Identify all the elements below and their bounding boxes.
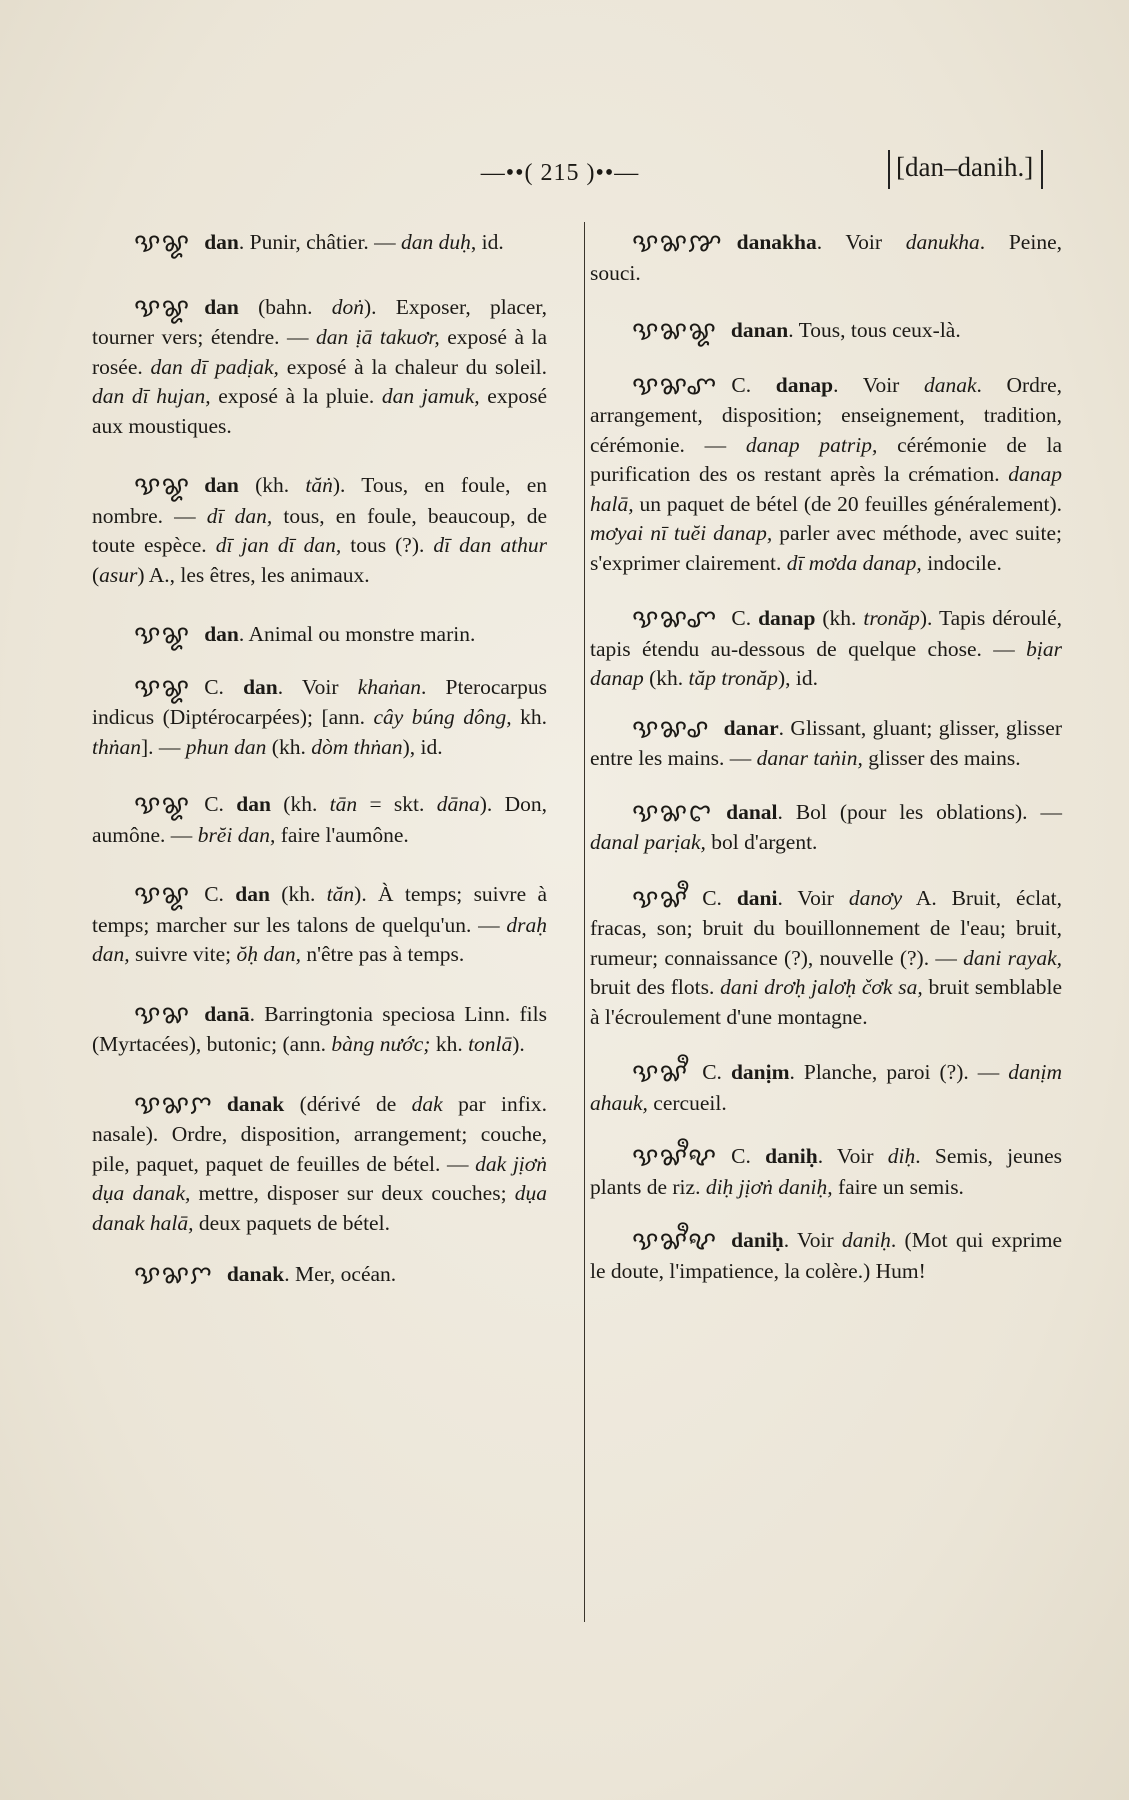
headword: danap <box>775 372 834 397</box>
definition-text: ). Tous, en foule, en nombre. — <box>92 473 547 528</box>
cham-script-headword: ꨕꨗꨘ <box>632 316 717 346</box>
example-phrase: daniḥ <box>841 1228 891 1252</box>
cham-script-headword: ꨕꨗꨇ <box>632 228 723 258</box>
headword: danak <box>226 1091 285 1116</box>
dictionary-entry <box>92 228 547 259</box>
example-phrase: mơyai nī tuĕi danap, <box>590 521 773 545</box>
definition-text: . Voir <box>817 1144 888 1168</box>
headword: danan <box>730 318 789 342</box>
example-phrase: diḥ <box>887 1144 916 1168</box>
right-column <box>590 228 1062 1286</box>
cham-script-headword: ꨕꨗꨚ <box>632 370 718 401</box>
example-phrase: draḥ dan, <box>92 912 547 966</box>
example-phrase: bàng nước; <box>331 1032 431 1056</box>
example-phrase: danơy <box>848 885 903 910</box>
dictionary-entry <box>590 371 1062 579</box>
definition-text: faire un semis. <box>832 1174 964 1199</box>
definition-text: . (Mot qui exprime le doute, l'impatience, la colère.) Hum! <box>590 1228 1063 1283</box>
dictionary-entry <box>590 714 1062 774</box>
dictionary-entry <box>590 798 1062 858</box>
cham-script-headword: ꨕꨘ <box>134 672 191 703</box>
example-phrase: phun dan <box>185 734 267 759</box>
definition-text: C. <box>731 1144 766 1168</box>
example-phrase: dani drơḥ jalơḥ čơk sa, <box>720 975 923 999</box>
definition-text: . Bol (pour les oblations). — <box>777 799 1062 824</box>
column-divider <box>584 222 585 1622</box>
definition-text: . Pterocarpus indicus (Diptérocarpées); [ann. <box>92 674 548 729</box>
definition-text: parler avec méthode, avec suite; s'exprimer clairement. <box>590 521 1063 575</box>
definition-text: kh. <box>430 1032 469 1056</box>
definition-text: . Voir <box>833 372 924 397</box>
headword: danap <box>758 606 816 630</box>
dictionary-entry <box>590 604 1062 694</box>
definition-text: tous (?). <box>341 533 434 557</box>
example-phrase: danap patrip, <box>745 432 878 457</box>
dictionary-entry <box>92 1090 547 1239</box>
definition-text: exposé à la rosée. <box>92 325 548 379</box>
cham-script-headword: ꨕꨗꨆ <box>134 1089 213 1120</box>
example-phrase: cây búng dông, <box>373 705 512 729</box>
definition-text: kh. <box>511 705 547 729</box>
definition-text: ), id. <box>402 734 443 759</box>
cham-script-headword: ꨕꨘ <box>134 228 191 258</box>
definition-text: = skt. <box>357 792 437 816</box>
example-phrase: ŏḥ dan, <box>236 942 302 966</box>
example-phrase: dan jamuk, <box>381 384 480 408</box>
definition-text: A. Bruit, éclat, fracas, son; bruit du bouillonnement de l'eau; bruit, rumeur; connaissance (?), nouvelle (?). — <box>590 885 1062 970</box>
page-range-header: [dan–danih.] <box>888 150 1043 189</box>
dictionary-entry <box>590 1226 1062 1286</box>
definition-text: (kh. <box>269 882 327 906</box>
definition-text: (dérivé de <box>284 1091 412 1116</box>
definition-text: . Semis, jeunes plants de riz. <box>590 1144 1062 1199</box>
example-phrase: dak jịơṅ dụa danak, <box>92 1151 547 1205</box>
definition-text: . Tous, tous ceux-là. <box>788 318 961 342</box>
definition-text: . Barringtonia speciosa Linn. fils (Myrtacées), butonic; (ann. <box>92 1001 547 1056</box>
dictionary-entry <box>92 790 547 850</box>
definition-text: ) A., les êtres, les animaux. <box>137 562 370 587</box>
cham-script-headword: ꨕꨘ <box>134 620 191 650</box>
definition-text: . Voir <box>777 885 849 910</box>
definition-text: . Voir <box>816 230 906 254</box>
dictionary-entry <box>590 884 1062 1033</box>
definition-text: par infix. nasale). Ordre, disposition, arrangement; couche, pile, paquet, paquet de feuilles de bétel. — <box>92 1091 548 1176</box>
definition-text: . Punir, châtier. — <box>238 230 402 254</box>
definition-text: ). Exposer, placer, tourner vers; étendre. — <box>92 294 547 349</box>
definition-text: ). À temps; suivre à temps; marcher sur les talons de quelqu'un. — <box>92 882 547 937</box>
definition-text: ( <box>92 562 100 587</box>
definition-text: , id. <box>470 230 504 254</box>
definition-text: ). Don, aumône. — <box>92 792 548 847</box>
definition-text: faire l'aumône. <box>275 822 409 847</box>
definition-text: tous, en foule, beaucoup, de toute espèce. <box>92 503 547 557</box>
example-phrase: dòm thṅan <box>311 734 403 759</box>
example-phrase: danịm ahauk, <box>590 1060 1062 1115</box>
definition-text: exposé à la pluie. <box>210 384 382 408</box>
example-phrase: dan dī hujan, <box>92 384 211 408</box>
example-phrase: khaṅan <box>357 674 421 699</box>
example-phrase: doṅ <box>331 294 364 319</box>
dictionary-entry <box>92 293 547 442</box>
cham-script-headword: ꨕꨗꨤ <box>632 797 713 828</box>
cham-script-headword: ꨕꨗꨫꨦ <box>632 1226 718 1256</box>
headword: danā <box>204 1001 250 1026</box>
example-phrase: diḥ jịơṅ daniḥ, <box>705 1174 833 1199</box>
headword: daniḥ <box>731 1228 784 1252</box>
cham-script-headword: ꨕꨘ <box>134 471 191 501</box>
cham-script-headword: ꨕꨗꨫ <box>632 883 689 914</box>
headword: danak <box>226 1262 285 1286</box>
example-phrase: tăp tronăp <box>688 666 778 690</box>
dictionary-entry <box>92 880 547 970</box>
example-phrase: dī dan athur <box>433 533 547 557</box>
definition-text: indocile. <box>921 550 1002 575</box>
definition-text: n'être pas à temps. <box>301 942 465 966</box>
definition-text: ). <box>512 1032 525 1056</box>
headword: dan <box>236 792 271 816</box>
example-phrase: brĕi dan, <box>197 822 276 847</box>
definition-text: glisser des mains. <box>862 746 1021 770</box>
definition-text: (kh. <box>270 792 330 816</box>
cham-script-headword: ꨕꨗꨫꨦ <box>632 1142 718 1172</box>
headword: dan <box>204 230 239 254</box>
headword: danal <box>726 799 778 824</box>
example-phrase: danak <box>923 372 977 397</box>
definition-text: cercueil. <box>647 1090 727 1115</box>
definition-text: C. <box>204 882 236 906</box>
example-phrase: dani rayak, <box>963 945 1062 970</box>
definition-text: (kh. <box>815 606 864 630</box>
left-column <box>92 228 547 1291</box>
definition-text: . Glissant, gluant; glisser, glisser entre les mains. — <box>590 715 1062 770</box>
cham-script-headword: ꨕꨘ <box>134 790 191 820</box>
definition-text: un paquet de bétel (de 20 feuilles généralement). <box>633 491 1062 516</box>
dictionary-entry <box>92 620 547 651</box>
example-phrase: danap halā, <box>590 462 1062 516</box>
example-phrase: dan dī padịak, <box>150 354 279 379</box>
cham-script-headword: ꨕꨘ <box>134 880 191 910</box>
definition-text: cérémonie de la purification des os restant après la crémation. <box>590 432 1062 486</box>
definition-text: C. <box>731 372 776 397</box>
example-phrase: bịar danap <box>590 636 1062 690</box>
definition-text: ), id. <box>777 666 818 690</box>
example-phrase: tronăp <box>863 606 920 630</box>
dictionary-entry <box>590 1142 1062 1202</box>
example-phrase: tăn <box>326 882 355 906</box>
example-phrase: dak <box>411 1091 443 1116</box>
headword: dan <box>204 622 239 646</box>
definition-text: bruit des flots. <box>590 975 721 999</box>
headword: dan <box>235 882 270 906</box>
definition-text: ). Tapis déroulé, tapis étendu au-dessous de quelque chose. — <box>590 606 1063 661</box>
definition-text: . Planche, paroi (?). — <box>789 1060 1009 1084</box>
headword: dan <box>204 294 239 319</box>
definition-text: . Ordre, arrangement, disposition; enseignement, tradition, cérémonie. — <box>590 372 1062 457</box>
definition-text: C. <box>204 674 244 699</box>
definition-text: exposé aux moustiques. <box>92 384 548 438</box>
dictionary-entry <box>92 471 547 590</box>
definition-text: . Animal ou monstre marin. <box>238 622 476 646</box>
definition-text: (kh. <box>266 734 312 759</box>
definition-text: C. <box>702 885 737 910</box>
definition-text: mettre, disposer sur deux couches; <box>190 1181 515 1205</box>
cham-script-headword: ꨕꨗꨆ <box>134 1260 213 1290</box>
headword: daniḥ <box>765 1144 818 1168</box>
definition-text: (kh. <box>643 666 689 690</box>
headword: dani <box>736 885 778 910</box>
headword: danakha <box>736 230 817 254</box>
example-phrase: dāna <box>436 792 480 816</box>
definition-text: . Voir <box>783 1228 842 1252</box>
definition-text: ]. — <box>140 734 186 759</box>
dictionary-entry <box>92 1000 547 1060</box>
cham-script-headword: ꨕꨗ <box>134 999 191 1030</box>
definition-text: suivre vite; <box>129 942 237 966</box>
example-phrase: dan duḥ <box>401 230 471 254</box>
example-phrase: tān <box>329 792 358 816</box>
dictionary-entry <box>590 228 1062 288</box>
definition-text: deux paquets de bétel. <box>193 1210 390 1235</box>
cham-script-headword: ꨕꨘ <box>134 292 191 323</box>
definition-text: bruit semblable à l'écroulement d'une montagne. <box>590 975 1062 1029</box>
headword: dan <box>243 674 278 699</box>
headword: dan <box>204 473 239 497</box>
headword: danịm <box>730 1060 790 1084</box>
cham-script-headword: ꨕꨗꨚ <box>632 604 718 634</box>
example-phrase: tonlā <box>468 1032 513 1056</box>
definition-text: C. <box>731 606 759 630</box>
example-phrase: dī dan, <box>206 503 273 528</box>
page-number: —••( 215 )••— <box>480 160 640 186</box>
definition-text: . Voir <box>277 674 358 699</box>
example-phrase: dī mơda danap, <box>786 550 922 575</box>
example-phrase: asur <box>99 562 138 587</box>
cham-script-headword: ꨕꨗꨣ <box>632 713 710 744</box>
headword: danar <box>723 715 779 740</box>
definition-text: . Mer, océan. <box>284 1262 397 1286</box>
example-phrase: danar taṅin, <box>756 746 863 770</box>
example-phrase: thṅan <box>92 734 141 759</box>
definition-text: . Peine, souci. <box>590 230 1062 285</box>
example-phrase: danukha <box>905 230 980 254</box>
dictionary-entry <box>590 316 1062 347</box>
definition-text: bol d'argent. <box>705 830 818 854</box>
example-phrase: dī jan dī dan, <box>215 533 342 557</box>
example-phrase: tăṅ <box>305 473 333 497</box>
dictionary-entry <box>92 673 547 763</box>
definition-text: C. <box>702 1060 731 1084</box>
example-phrase: dan ịā takuơr, <box>315 325 440 349</box>
definition-text: (kh. <box>238 473 306 497</box>
cham-script-headword: ꨕꨗꨫ <box>632 1058 689 1088</box>
dictionary-entry <box>92 1260 547 1291</box>
example-phrase: dụa danak halā, <box>92 1181 547 1235</box>
definition-text: exposé à la chaleur du soleil. <box>278 354 547 379</box>
example-phrase: danal parịak, <box>590 830 706 854</box>
definition-text: C. <box>204 792 237 816</box>
definition-text: (bahn. <box>238 294 332 319</box>
dictionary-entry <box>590 1058 1062 1118</box>
